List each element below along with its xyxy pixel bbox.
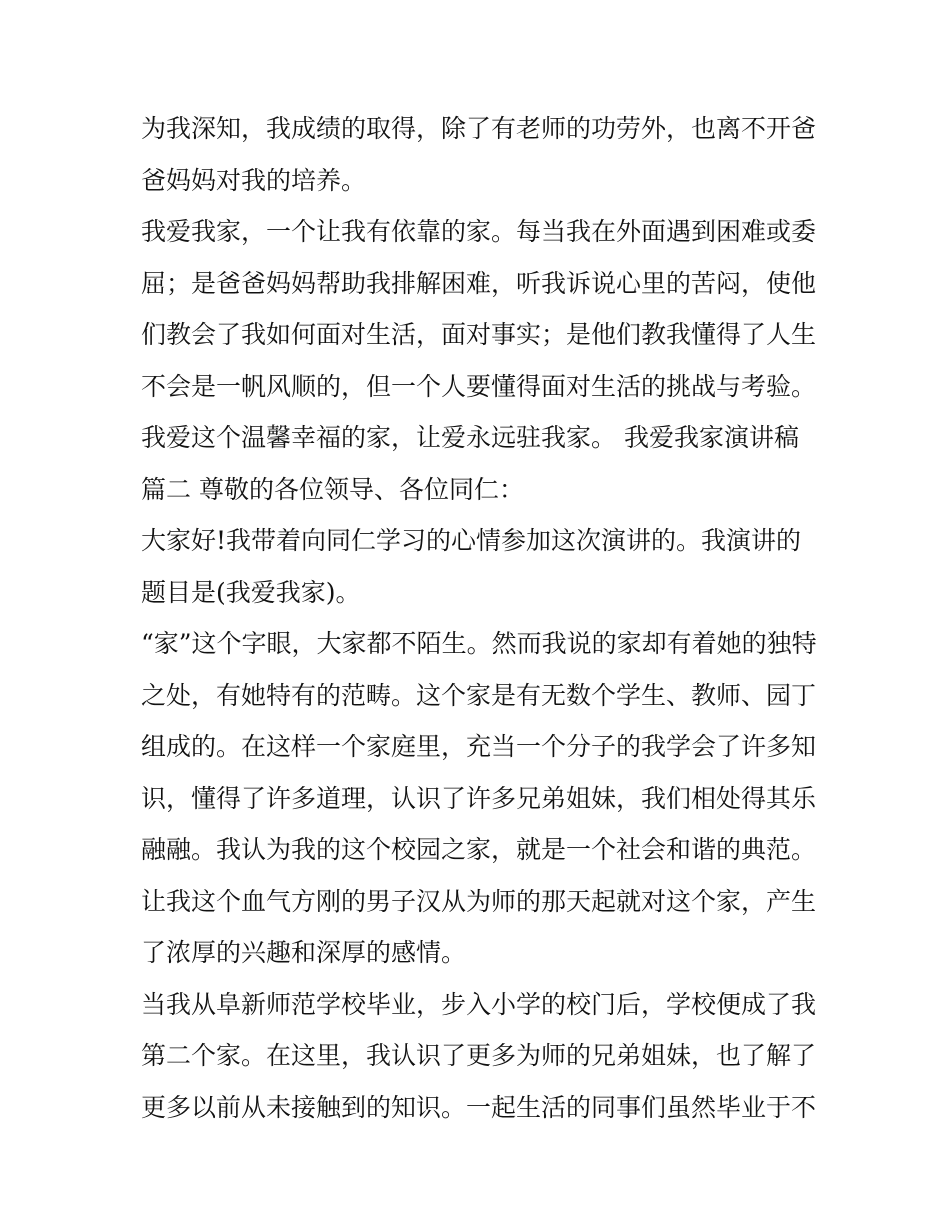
text-line: 不会是一帆风顺的，但一个人要懂得面对生活的挑战与考验。 [141, 371, 817, 401]
text-line: 当我从阜新师范学校毕业，步入小学的校门后，学校便成了我 [141, 989, 817, 1019]
text-line: 让我这个血气方刚的男子汉从为师的那天起就对这个家，产生 [141, 886, 817, 916]
text-line: 爸妈妈对我的培养。 [141, 165, 367, 195]
text-line: 融融。我认为我的这个校园之家，就是一个社会和谐的典范。 [141, 835, 817, 864]
text-line: “家”这个字眼，大家都不陌生。然而我说的家却有着她的独特 [141, 629, 817, 658]
text-line: 之处，有她特有的范畴。这个家是有无数个学生、教师、园丁 [141, 680, 817, 710]
text-line: 识，懂得了许多道理，认识了许多兄弟姐妹，我们相处得其乐 [141, 783, 817, 813]
text-line: 篇二 尊敬的各位领导、各位同仁： [141, 474, 524, 504]
text-line: 大家好!我带着向同仁学习的心情参加这次演讲的。我演讲的 [141, 526, 802, 555]
text-line: 屈；是爸爸妈妈帮助我排解困难，听我诉说心里的苦闷，使他 [141, 268, 817, 298]
text-line: 第二个家。在这里，我认识了更多为师的兄弟姐妹，也了解了 [141, 1041, 817, 1070]
text-line: 题目是(我爱我家)。 [141, 577, 361, 607]
text-line: 组成的。在这样一个家庭里，充当一个分子的我学会了许多知 [141, 732, 817, 761]
text-line: 为我深知，我成绩的取得，除了有老师的功劳外，也离不开爸 [141, 114, 817, 143]
text-line: 们教会了我如何面对生活，面对事实；是他们教我懂得了人生 [141, 320, 817, 349]
text-line: 了浓厚的兴趣和深厚的感情。 [141, 938, 467, 967]
document-body [141, 103, 821, 1133]
text-line: 我爱这个温馨幸福的家，让爱永远驻我家。 我爱我家演讲稿 [141, 423, 799, 452]
text-line: 更多以前从未接触到的知识。一起生活的同事们虽然毕业于不 [141, 1092, 817, 1122]
text-line: 我爱我家，一个让我有依靠的家。每当我在外面遇到困难或委 [141, 217, 817, 246]
